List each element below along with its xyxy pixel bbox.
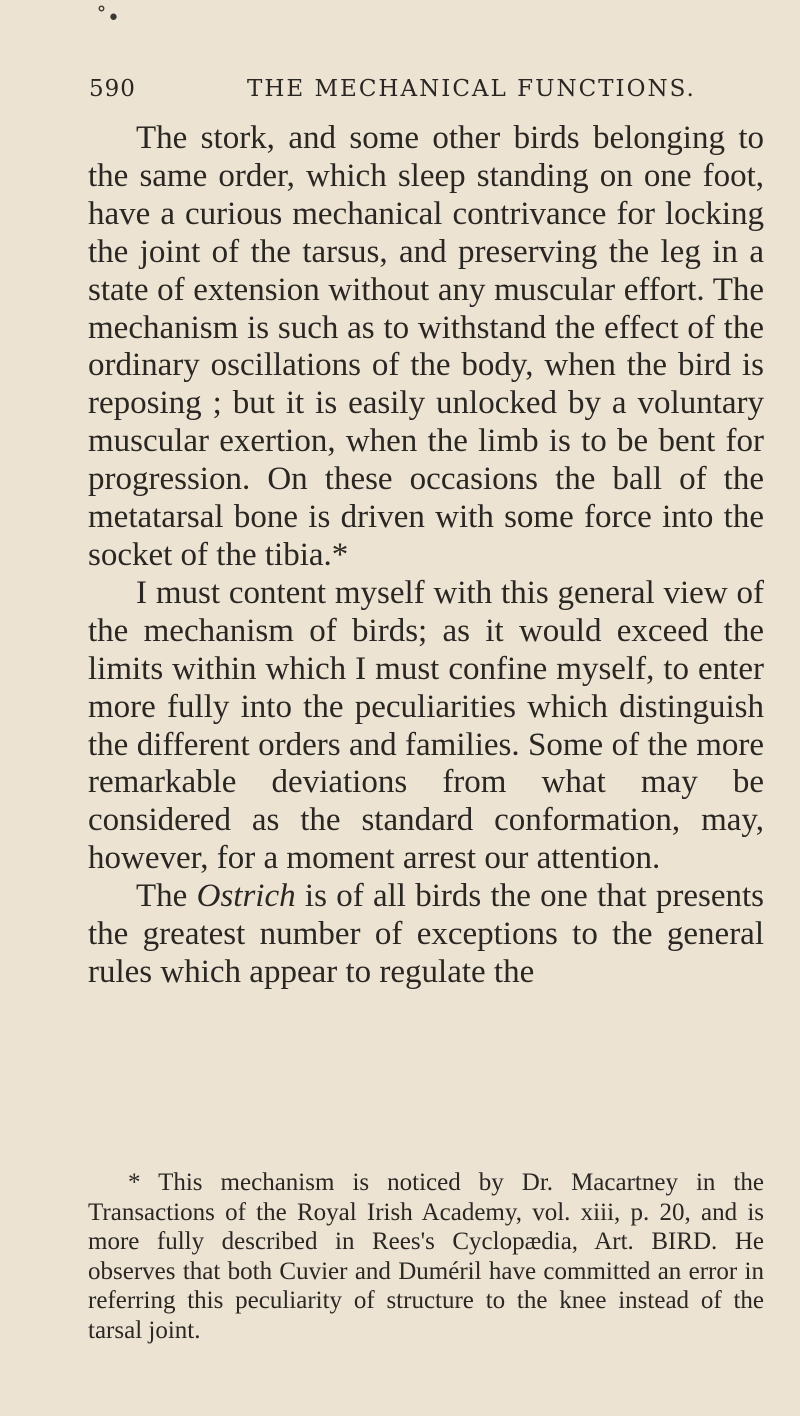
ostrich-emphasis: Ostrich (196, 878, 296, 915)
paragraph-general-view: I must content myself with this general view of the mechanism of birds; as it would exceed the limits within which I must confine myself, to enter more fully into the peculiarities which distinguish the different orders and families. Some of the more remarkable deviations from what may be considered as the standard conformation, may, however, for a moment arrest our attention. (88, 574, 764, 877)
page-number: 590 (89, 76, 136, 102)
footnote (88, 1168, 764, 1345)
page-header (89, 76, 749, 112)
running-title: THE MECHANICAL FUNCTIONS. (247, 76, 696, 102)
ostrich-text-before: The (136, 878, 197, 915)
ostrich-text-after: is of all birds the one that presents the greatest number of exceptions to the general rules which appear to regulate the (88, 878, 764, 990)
body-text (88, 120, 764, 992)
paragraph-stork: The stork, and some other birds belonging to the same order, which sleep standing on one foot, have a curious mechanical contrivance for locking the joint of the tarsus, and preserving the leg in a state of extension without any muscular effort. The mechanism is such as to withstand the effect of the ordinary oscillations of the body, when the bird is reposing ; but it is easily unlocked by a voluntary muscular exertion, when the limb is to be bent for progression. On these occasions the ball of the metatarsal bone is driven with some force into the socket of the tibia.* (88, 120, 764, 573)
paragraph-ostrich (88, 878, 764, 992)
footnote-text: * This mechanism is noticed by Dr. Macartney in the Transactions of the Royal Irish Academy, vol. xiii, p. 20, and is more fully described in Rees's Cyclopædia, Art. BIRD. He observes that both Cuvier and Duméril have committed an error in referring this peculiarity of structure to the knee instead of the tarsal joint. (88, 1169, 764, 1344)
ink-speck-mark: ˚• (96, 6, 120, 31)
